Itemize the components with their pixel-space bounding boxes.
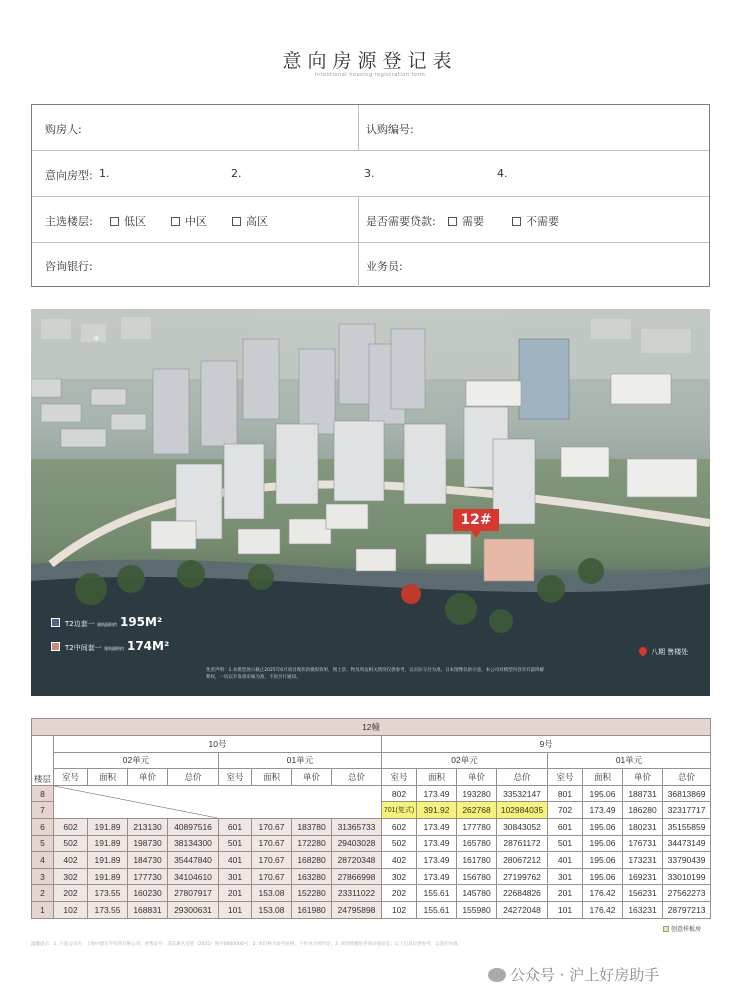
table-cell: 173.49 [417,852,457,869]
table-cell: 202 [54,885,88,902]
table-cell: 28720348 [332,852,382,869]
floor-cell: 8 [32,785,54,802]
floor-cell: 2 [32,885,54,902]
table-cell: 701(复式) [382,802,417,819]
type-option-4: 4. [497,167,508,180]
table-cell: 38134300 [168,835,219,852]
table-cell: 173.55 [88,901,128,918]
table-cell: 401 [548,852,583,869]
table-cell: 35447840 [168,852,219,869]
showroom-legend-label: 创意样板房 [671,926,702,933]
table-cell: 153.08 [252,885,292,902]
unit-02-header: 02单元 [382,752,548,769]
table-cell: 155.61 [417,885,457,902]
table-cell: 183780 [292,818,332,835]
checkbox-icon[interactable] [448,217,457,226]
table-cell: 173.49 [583,802,623,819]
table-cell: 27866998 [332,868,382,885]
table-cell: 195.06 [583,785,623,802]
agent-label: 业务员: [366,260,403,273]
aerial-view-illustration [31,309,710,696]
table-cell: 28797213 [663,901,711,918]
table-cell: 391.92 [417,802,457,819]
table-cell: 161980 [292,901,332,918]
price-table [31,718,711,919]
type-option-1: 1. [99,167,110,180]
legend-2-area: 174M² [126,639,170,653]
table-cell: 184730 [128,852,168,869]
table-cell: 22684826 [497,885,548,902]
column-header-total: 总价 [663,769,711,786]
table-cell: 172280 [292,835,332,852]
table-cell: 173.55 [88,885,128,902]
registration-form [31,104,710,287]
legend-2-label: T2中间套一 [65,644,102,652]
table-cell: 602 [54,818,88,835]
table-cell: 195.06 [583,835,623,852]
table-cell: 213130 [128,818,168,835]
table-row [32,868,711,885]
table-cell: 40897516 [168,818,219,835]
table-cell: 262768 [457,802,497,819]
no-unit-cell [54,785,382,818]
table-cell: 186280 [623,802,663,819]
unit-02-header: 02单元 [54,752,219,769]
table-cell: 31365733 [332,818,382,835]
table-cell: 601 [548,818,583,835]
table-cell: 156780 [457,868,497,885]
form-row-type [32,151,709,197]
table-cell: 169231 [623,868,663,885]
block-10-header: 10号 [54,736,382,753]
floor-mid-option[interactable] [171,213,207,229]
column-header-total: 总价 [497,769,548,786]
table-row [32,852,711,869]
table-cell: 29403028 [332,835,382,852]
bank-label: 咨询银行: [45,260,93,273]
table-cell: 170.67 [252,818,292,835]
floor-cell: 6 [32,818,54,835]
table-cell: 602 [382,818,417,835]
table-cell: 170.67 [252,868,292,885]
floor-column-header: 楼层 [32,736,54,786]
column-header-price: 单价 [623,769,663,786]
table-cell: 402 [382,852,417,869]
showroom-legend [663,924,701,933]
table-cell: 301 [219,868,252,885]
column-header-price: 单价 [292,769,332,786]
legend-1-area: 195M² [119,615,163,629]
intended-type-label: 意向房型: [45,169,93,182]
loan-no-option[interactable] [512,213,559,229]
render-disclaimer: 免责声明：1.本模型展示截止2025年6月项目现状的模拟效果，图上景、物及周边相关情况仅供参考，以实际交付为准。日本图像仅供示意，本公司对模型内容享有最终解释权，一切以开发商审核为准，不再另行通知。 [206,668,545,680]
legend-1-label: T2边套一 [65,620,95,628]
table-row [32,901,711,918]
column-header-area: 面积 [88,769,128,786]
table-cell: 191.89 [88,818,128,835]
table-cell: 101 [219,901,252,918]
form-divider [358,197,359,242]
table-cell: 191.89 [88,835,128,852]
table-cell: 801 [548,785,583,802]
compass-icon: ✳ [93,334,100,343]
table-cell: 168280 [292,852,332,869]
table-cell: 601 [219,818,252,835]
table-cell: 32317717 [663,802,711,819]
legend-2-note: 建筑面积约 [103,646,124,651]
table-cell: 180231 [623,818,663,835]
subscription-no-label: 认购编号: [366,123,414,136]
loan-label: 是否需要贷款: [366,215,436,228]
column-header-price: 单价 [128,769,168,786]
legend-item-corner-unit [51,615,191,629]
floor-cell: 5 [32,835,54,852]
table-cell: 170.67 [252,852,292,869]
table-cell: 152280 [292,885,332,902]
column-header-area: 面积 [252,769,292,786]
checkbox-icon[interactable] [110,217,119,226]
checkbox-icon[interactable] [512,217,521,226]
column-header-total: 总价 [168,769,219,786]
page-title: 意向房源登记表 [282,50,458,72]
table-cell: 33532147 [497,785,548,802]
table-cell: 302 [382,868,417,885]
table-cell: 35155859 [663,818,711,835]
table-cell: 176731 [623,835,663,852]
buyer-label: 购房人: [45,123,82,136]
unit-01-header: 01单元 [548,752,711,769]
table-cell: 198730 [128,835,168,852]
page-subtitle: Intentional housing registration form [314,72,426,78]
floor-label: 主选楼层: [45,215,93,228]
table-cell: 24795898 [332,901,382,918]
table-cell: 36813869 [663,785,711,802]
column-header-room: 室号 [219,769,252,786]
table-cell: 27807917 [168,885,219,902]
table-cell: 161780 [457,852,497,869]
sales-office-marker [639,647,688,657]
table-cell: 188731 [623,785,663,802]
floor-low-option[interactable] [110,213,146,229]
table-cell: 28067212 [497,852,548,869]
table-cell: 501 [548,835,583,852]
sales-office-label: 八期 售楼处 [651,648,689,656]
form-row-bank [32,242,709,287]
table-cell: 501 [219,835,252,852]
table-cell: 191.89 [88,868,128,885]
table-cell: 145780 [457,885,497,902]
table-cell: 160230 [128,885,168,902]
legend-item-middle-unit [51,639,191,653]
table-cell: 102984035 [497,802,548,819]
table-cell: 201 [219,885,252,902]
table-cell: 102 [54,901,88,918]
table-cell: 201 [548,885,583,902]
checkbox-icon[interactable] [171,217,180,226]
type-option-2: 2. [231,167,242,180]
table-cell: 27562273 [663,885,711,902]
table-cell: 23311022 [332,885,382,902]
table-cell: 191.89 [88,852,128,869]
table-cell: 28761172 [497,835,548,852]
form-row-buyer [32,105,709,151]
table-cell: 173.49 [417,785,457,802]
table-cell: 155.61 [417,901,457,918]
loan-yes-label: 需要 [462,215,484,228]
table-cell: 402 [54,852,88,869]
site-rendering [31,309,710,696]
table-cell: 302 [54,868,88,885]
table-cell: 195.06 [583,852,623,869]
column-header-room: 室号 [382,769,417,786]
floor-low-label: 低区 [124,215,146,228]
column-header-price: 单价 [457,769,497,786]
floor-high-option[interactable] [232,213,268,229]
showroom-swatch-icon [663,926,669,932]
table-cell: 702 [548,802,583,819]
location-pin-icon [637,645,648,656]
block-9-header: 9号 [382,736,711,753]
checkbox-icon[interactable] [232,217,241,226]
table-cell: 177780 [457,818,497,835]
table-row [32,885,711,902]
table-cell: 33010199 [663,868,711,885]
table-cell: 156231 [623,885,663,902]
legend-swatch-icon [51,642,60,651]
floor-high-label: 高区 [246,215,268,228]
table-row [32,835,711,852]
table-cell: 802 [382,785,417,802]
column-header-room: 室号 [54,769,88,786]
floor-cell: 1 [32,901,54,918]
price-table-container [31,718,710,919]
building-header: 12幢 [32,719,711,736]
table-cell: 155980 [457,901,497,918]
table-cell: 170.67 [252,835,292,852]
table-cell: 177730 [128,868,168,885]
floor-mid-label: 中区 [185,215,207,228]
table-cell: 27199762 [497,868,548,885]
column-header-area: 面积 [417,769,457,786]
table-cell: 173231 [623,852,663,869]
loan-yes-option[interactable] [448,213,484,229]
table-cell: 176.42 [583,901,623,918]
table-cell: 193280 [457,785,497,802]
table-cell: 502 [382,835,417,852]
table-cell: 163231 [623,901,663,918]
watermark [488,964,659,985]
unit-01-header: 01单元 [219,752,382,769]
form-row-floor [32,197,709,243]
table-cell: 163280 [292,868,332,885]
table-cell: 173.49 [417,835,457,852]
building-12-tag: 12# [453,509,499,531]
watermark-text: 公众号 · 沪上好房助手 [510,966,660,984]
floor-cell: 7 [32,802,54,819]
table-cell: 195.06 [583,868,623,885]
table-cell: 176.42 [583,885,623,902]
footnote: 温馨提示：1. 开发公司名：上海中建东孚投资有限公司；预售证号：浦东新区房管（2025）预字0000000号；2. 本价格为参考价格，不作为合同约定；3. 请到售楼处咨询详细信息；以上信息仅供参考，以签约为准。 [31,942,463,947]
table-cell: 102 [382,901,417,918]
table-cell: 30843052 [497,818,548,835]
legend-swatch-icon [51,618,60,627]
table-cell: 101 [548,901,583,918]
table-row [32,785,711,802]
loan-no-label: 不需要 [526,215,559,228]
table-cell: 195.06 [583,818,623,835]
table-cell: 173.49 [417,868,457,885]
table-cell: 34104610 [168,868,219,885]
table-cell: 33790439 [663,852,711,869]
table-cell: 502 [54,835,88,852]
table-cell: 301 [548,868,583,885]
type-option-3: 3. [364,167,375,180]
column-header-total: 总价 [332,769,382,786]
floor-cell: 3 [32,868,54,885]
form-divider [358,242,359,287]
table-cell: 173.49 [417,818,457,835]
table-cell: 165780 [457,835,497,852]
column-header-area: 面积 [583,769,623,786]
floor-cell: 4 [32,852,54,869]
column-header-room: 室号 [548,769,583,786]
table-cell: 153.08 [252,901,292,918]
form-divider [358,105,359,150]
table-cell: 29300631 [168,901,219,918]
table-cell: 202 [382,885,417,902]
legend-1-note: 建筑面积约 [96,622,117,627]
table-cell: 34473149 [663,835,711,852]
table-cell: 24272048 [497,901,548,918]
table-row [32,818,711,835]
wechat-icon [488,968,506,982]
table-cell: 168831 [128,901,168,918]
table-cell: 401 [219,852,252,869]
